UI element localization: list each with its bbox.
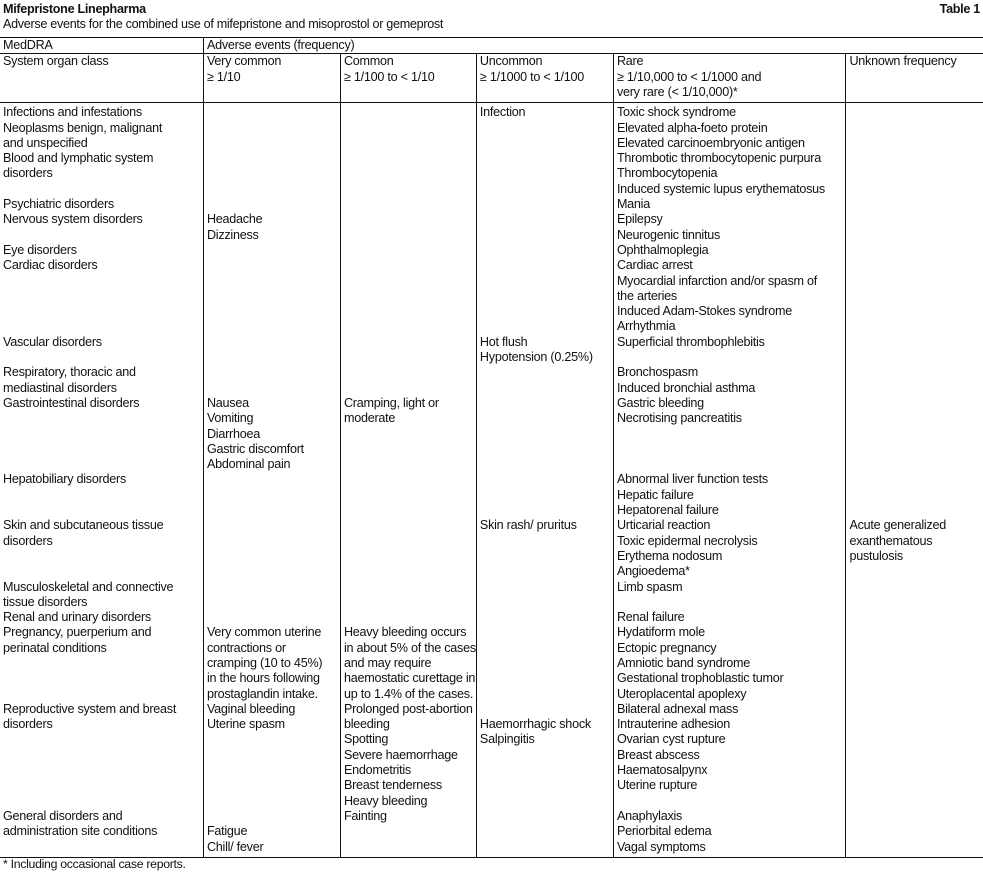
cell-line — [207, 365, 337, 380]
cell-line — [3, 228, 200, 243]
cell-line — [3, 671, 200, 686]
cell-line — [480, 319, 610, 334]
cell-line: Endometritis — [343, 763, 411, 778]
cell-line — [480, 472, 610, 487]
cell-line: Elevated alpha-foeto protein — [616, 120, 768, 135]
cell-line: Toxic shock syndrome — [616, 105, 736, 120]
cell-line — [480, 304, 610, 319]
cell-line — [480, 182, 610, 197]
cell-line — [207, 381, 337, 396]
cell-line: Cardiac arrest — [616, 258, 693, 273]
cell-line: Induced systemic lupus erythematosus — [616, 181, 825, 196]
cell-line: Nervous system disorders — [3, 212, 143, 227]
cell-line — [480, 258, 610, 273]
cell-line: Hydatiform mole — [616, 625, 705, 640]
cell-line — [207, 488, 337, 503]
cell-line — [207, 121, 337, 136]
cell-line — [344, 381, 473, 396]
cell-line: Blood and lymphatic system — [3, 151, 154, 166]
cell-line — [344, 350, 473, 365]
common-column — [340, 103, 476, 858]
cell-line: Ovarian cyst rupture — [616, 732, 726, 747]
document-subtitle: Adverse events for the combined use of mifepristone and misoprostol or gemeprost — [3, 17, 444, 32]
cell-line — [849, 105, 980, 120]
cell-line: Fatigue — [206, 824, 248, 839]
cell-line — [480, 136, 610, 151]
cell-line — [344, 595, 473, 610]
cell-line — [849, 197, 980, 212]
cell-line — [3, 289, 200, 304]
cell-line: Bronchospasm — [616, 365, 698, 380]
cell-line — [344, 335, 473, 350]
cell-line: Vaginal bleeding — [206, 701, 296, 716]
cell-line — [617, 427, 843, 442]
cell-line — [480, 166, 610, 181]
cell-line: Induced Adam-Stokes syndrome — [616, 304, 792, 319]
cell-line: Infections and infestations — [3, 105, 142, 120]
cell-line — [480, 702, 610, 717]
cell-line — [207, 809, 337, 824]
cell-line — [207, 289, 337, 304]
cell-line: Abnormal liver function tests — [616, 472, 768, 487]
cell-line — [617, 794, 843, 809]
cell-line: Abdominal pain — [206, 457, 291, 472]
unknown-frequency-column — [846, 103, 983, 858]
cell-line — [849, 503, 980, 518]
cell-line: Hot flush — [479, 334, 528, 349]
cell-line: Limb spasm — [616, 579, 683, 594]
header-system-organ-class: System organ class — [0, 54, 203, 103]
cell-line: Erythema nodosum — [616, 548, 723, 563]
cell-line: Epilepsy — [616, 212, 663, 227]
cell-line: tissue disorders — [3, 594, 88, 609]
cell-line — [207, 335, 337, 350]
cell-line — [3, 748, 200, 763]
cell-line — [480, 641, 610, 656]
cell-line — [480, 427, 610, 442]
cell-line — [480, 228, 610, 243]
cell-line — [849, 350, 980, 365]
cell-line — [207, 319, 337, 334]
cell-line: Induced bronchial asthma — [616, 380, 756, 395]
header-very-common: Very common ≥ 1/10 — [203, 54, 340, 103]
cell-line — [344, 610, 473, 625]
cell-line: moderate — [343, 411, 396, 426]
cell-line — [3, 778, 200, 793]
cell-line: exanthematous — [849, 533, 933, 548]
cell-line — [480, 121, 610, 136]
cell-line — [480, 411, 610, 426]
header-uncommon: Uncommon ≥ 1/1000 to < 1/100 — [476, 54, 613, 103]
cell-line: Eye disorders — [3, 242, 77, 257]
uncommon-column — [476, 103, 613, 858]
cell-line — [480, 396, 610, 411]
cell-line — [480, 243, 610, 258]
cell-line: Gestational trophoblastic tumor — [616, 671, 784, 686]
cell-line — [207, 580, 337, 595]
cell-line: in the hours following — [206, 671, 320, 686]
cell-line — [849, 427, 980, 442]
cell-line — [480, 488, 610, 503]
cell-line: Neurogenic tinnitus — [616, 227, 720, 242]
cell-line: Uteroplacental apoplexy — [616, 686, 747, 701]
cell-line: Dizziness — [206, 227, 259, 242]
cell-line — [3, 274, 200, 289]
rare-column — [613, 103, 846, 858]
cell-line — [207, 549, 337, 564]
cell-line: and unspecified — [3, 135, 88, 150]
cell-line — [344, 488, 473, 503]
cell-line — [3, 564, 200, 579]
cell-line — [344, 121, 473, 136]
cell-line: haemostatic curettage in — [343, 671, 476, 686]
cell-line — [344, 304, 473, 319]
cell-line: Neoplasms benign, malignant — [3, 120, 163, 135]
cell-line — [207, 595, 337, 610]
cell-line — [480, 442, 610, 457]
cell-line: disorders — [3, 533, 53, 548]
cell-line — [849, 304, 980, 319]
cell-line — [480, 564, 610, 579]
cell-line — [207, 105, 337, 120]
cell-line — [480, 595, 610, 610]
cell-line: Uterine spasm — [206, 717, 285, 732]
cell-line: Skin and subcutaneous tissue — [3, 518, 164, 533]
cell-line: Hepatic failure — [616, 487, 694, 502]
cell-line: Heavy bleeding — [343, 793, 428, 808]
cell-line: Hypotension (0.25%) — [479, 350, 593, 365]
cell-line — [207, 748, 337, 763]
cell-line: Intrauterine adhesion — [616, 717, 731, 732]
cell-line — [849, 319, 980, 334]
cell-line — [849, 365, 980, 380]
cell-line: Salpingitis — [479, 732, 535, 747]
cell-line: Urticarial reaction — [616, 518, 711, 533]
cell-line: Haematosalpynx — [616, 763, 708, 778]
cell-line: cramping (10 to 45%) — [206, 655, 323, 670]
cell-line — [3, 763, 200, 778]
cell-line: Uterine rupture — [616, 778, 698, 793]
cell-line — [344, 151, 473, 166]
cell-line: Angioedema* — [616, 564, 690, 579]
cell-line — [3, 732, 200, 747]
header-meddra: MedDRA — [0, 38, 203, 54]
cell-line — [849, 258, 980, 273]
cell-line: Breast tenderness — [343, 778, 442, 793]
cell-line — [344, 105, 473, 120]
cell-line — [344, 472, 473, 487]
cell-line: the arteries — [616, 288, 677, 303]
cell-line: perinatal conditions — [3, 640, 107, 655]
cell-line: Hepatorenal failure — [616, 503, 719, 518]
cell-line — [344, 136, 473, 151]
cell-line — [617, 457, 843, 472]
cell-line — [207, 197, 337, 212]
cell-line: Spotting — [343, 732, 389, 747]
cell-line: Vagal symptoms — [616, 839, 706, 854]
soc-column — [0, 103, 203, 858]
cell-line — [849, 136, 980, 151]
cell-line — [207, 151, 337, 166]
cell-line: Ophthalmoplegia — [616, 242, 709, 257]
cell-line — [480, 381, 610, 396]
cell-line: Thrombocytopenia — [616, 166, 718, 181]
cell-line: Gastric discomfort — [206, 441, 304, 456]
cell-line — [207, 274, 337, 289]
header-common: Common ≥ 1/100 to < 1/10 — [340, 54, 476, 103]
cell-line — [344, 182, 473, 197]
cell-line — [480, 580, 610, 595]
cell-line — [344, 549, 473, 564]
cell-line: Renal and urinary disorders — [3, 610, 151, 625]
header-unknown-frequency: Unknown frequency — [846, 54, 983, 103]
cell-line — [849, 274, 980, 289]
cell-line — [849, 472, 980, 487]
cell-line — [480, 151, 610, 166]
cell-line: Anaphylaxis — [616, 808, 683, 823]
cell-line: Pregnancy, puerperium and — [3, 625, 152, 640]
cell-line — [344, 258, 473, 273]
cell-line — [480, 656, 610, 671]
cell-line: Hepatobiliary disorders — [3, 472, 127, 487]
cell-line — [3, 182, 200, 197]
cell-line — [849, 121, 980, 136]
cell-line: contractions or — [206, 640, 286, 655]
cell-line — [207, 534, 337, 549]
cell-line: Renal failure — [616, 610, 685, 625]
cell-line: Elevated carcinoembryonic antigen — [616, 135, 805, 150]
cell-line: mediastinal disorders — [3, 380, 117, 395]
cell-line: disorders — [3, 717, 53, 732]
cell-line — [207, 472, 337, 487]
cell-line — [207, 610, 337, 625]
cell-line — [3, 488, 200, 503]
cell-line — [344, 289, 473, 304]
cell-line — [849, 381, 980, 396]
table-header-row-1 — [0, 38, 983, 54]
cell-line — [3, 442, 200, 457]
cell-line — [849, 335, 980, 350]
cell-line — [480, 365, 610, 380]
cell-line: Cramping, light or — [343, 395, 439, 410]
cell-line: General disorders and — [3, 808, 123, 823]
cell-line — [480, 549, 610, 564]
cell-line: Haemorrhagic shock — [479, 717, 591, 732]
cell-line — [849, 151, 980, 166]
cell-line — [344, 319, 473, 334]
cell-line: prostaglandin intake. — [206, 686, 318, 701]
cell-line — [344, 228, 473, 243]
cell-line — [617, 595, 843, 610]
cell-line: Bilateral adnexal mass — [616, 701, 739, 716]
cell-line — [480, 610, 610, 625]
cell-line: up to 1.4% of the cases. — [343, 686, 474, 701]
table-body-row — [0, 103, 983, 858]
cell-line — [3, 350, 200, 365]
very-common-column — [203, 103, 340, 858]
cell-line: Toxic epidermal necrolysis — [616, 533, 758, 548]
cell-line — [344, 457, 473, 472]
cell-line: Fainting — [343, 808, 387, 823]
cell-line: Diarrhoea — [206, 426, 260, 441]
cell-line: Cardiac disorders — [3, 258, 98, 273]
document-header — [3, 2, 980, 33]
cell-line — [849, 442, 980, 457]
cell-line: Vomiting — [206, 411, 254, 426]
cell-line — [207, 182, 337, 197]
cell-line — [849, 488, 980, 503]
cell-line — [207, 778, 337, 793]
cell-line — [207, 166, 337, 181]
cell-line — [344, 274, 473, 289]
cell-line — [3, 304, 200, 319]
cell-line: Ectopic pregnancy — [616, 640, 717, 655]
cell-line — [849, 411, 980, 426]
cell-line — [3, 656, 200, 671]
table-label: Table 1 — [939, 2, 980, 16]
cell-line: Gastrointestinal disorders — [3, 395, 140, 410]
cell-line — [849, 182, 980, 197]
cell-line — [480, 671, 610, 686]
cell-line — [3, 411, 200, 426]
cell-line — [849, 212, 980, 227]
cell-line — [344, 503, 473, 518]
cell-line: disorders — [3, 166, 53, 181]
cell-line: Reproductive system and breast — [3, 701, 177, 716]
cell-line: Chill/ fever — [206, 839, 264, 854]
cell-line: Thrombotic thrombocytopenic purpura — [616, 151, 821, 166]
cell-line — [480, 625, 610, 640]
cell-line — [3, 457, 200, 472]
table-header-row-2 — [0, 54, 983, 103]
cell-line: Headache — [206, 212, 263, 227]
cell-line — [3, 427, 200, 442]
adverse-events-table — [0, 37, 983, 858]
cell-line: Very common uterine — [206, 625, 322, 640]
cell-line: Nausea — [206, 395, 249, 410]
cell-line — [480, 687, 610, 702]
cell-line — [344, 427, 473, 442]
cell-line — [344, 442, 473, 457]
cell-line — [480, 457, 610, 472]
document-title: Mifepristone Linepharma — [3, 2, 146, 16]
cell-line: Respiratory, thoracic and — [3, 365, 136, 380]
cell-line: Superficial thrombophlebitis — [616, 334, 765, 349]
cell-line: pustulosis — [849, 548, 903, 563]
cell-line: Psychiatric disorders — [3, 197, 114, 212]
cell-line — [207, 518, 337, 533]
cell-line — [344, 197, 473, 212]
cell-line — [3, 549, 200, 564]
cell-line — [480, 197, 610, 212]
cell-line — [480, 274, 610, 289]
cell-line — [849, 457, 980, 472]
cell-line — [3, 687, 200, 702]
header-adverse-events: Adverse events (frequency) — [203, 38, 983, 54]
cell-line — [344, 243, 473, 258]
cell-line: Skin rash/ pruritus — [479, 518, 577, 533]
cell-line — [480, 212, 610, 227]
cell-line — [207, 243, 337, 258]
cell-line: in about 5% of the cases — [343, 640, 476, 655]
cell-line — [617, 350, 843, 365]
cell-line — [207, 564, 337, 579]
cell-line — [617, 442, 843, 457]
cell-line: Musculoskeletal and connective — [3, 579, 174, 594]
cell-line — [207, 503, 337, 518]
cell-line — [207, 794, 337, 809]
footnote: * Including occasional case reports. — [3, 857, 186, 871]
cell-line — [3, 794, 200, 809]
header-rare: Rare ≥ 1/10,000 to < 1/1000 and very rare (< 1/10,000)* — [613, 54, 846, 103]
cell-line — [344, 212, 473, 227]
cell-line — [344, 580, 473, 595]
cell-line: Vascular disorders — [3, 334, 102, 349]
cell-line: Necrotising pancreatitis — [616, 411, 742, 426]
cell-line — [849, 228, 980, 243]
cell-line: Acute generalized — [849, 518, 947, 533]
cell-line: Periorbital edema — [616, 824, 712, 839]
cell-line — [849, 289, 980, 304]
cell-line — [344, 564, 473, 579]
cell-line: administration site conditions — [3, 824, 158, 839]
cell-line — [207, 136, 337, 151]
cell-line: Prolonged post-abortion — [343, 701, 473, 716]
cell-line — [207, 304, 337, 319]
cell-line — [344, 365, 473, 380]
cell-line: and may require — [343, 655, 432, 670]
cell-line: Severe haemorrhage — [343, 747, 458, 762]
cell-line: Breast abscess — [616, 747, 700, 762]
cell-line: Heavy bleeding occurs — [343, 625, 467, 640]
cell-line — [344, 166, 473, 181]
cell-line: Myocardial infarction and/or spasm of — [616, 273, 817, 288]
cell-line: Infection — [479, 105, 526, 120]
cell-line — [480, 503, 610, 518]
cell-line — [849, 396, 980, 411]
cell-line: Arrhythmia — [616, 319, 676, 334]
cell-line: Mania — [616, 197, 650, 212]
cell-line — [849, 243, 980, 258]
cell-line — [3, 319, 200, 334]
cell-line — [207, 350, 337, 365]
cell-line — [344, 534, 473, 549]
cell-line — [207, 732, 337, 747]
cell-line — [849, 166, 980, 181]
cell-line — [3, 503, 200, 518]
cell-line: Gastric bleeding — [616, 395, 704, 410]
cell-line — [207, 258, 337, 273]
cell-line: Amniotic band syndrome — [616, 655, 751, 670]
cell-line — [207, 763, 337, 778]
cell-line — [480, 534, 610, 549]
cell-line: bleeding — [343, 717, 390, 732]
cell-line — [344, 518, 473, 533]
cell-line — [480, 289, 610, 304]
